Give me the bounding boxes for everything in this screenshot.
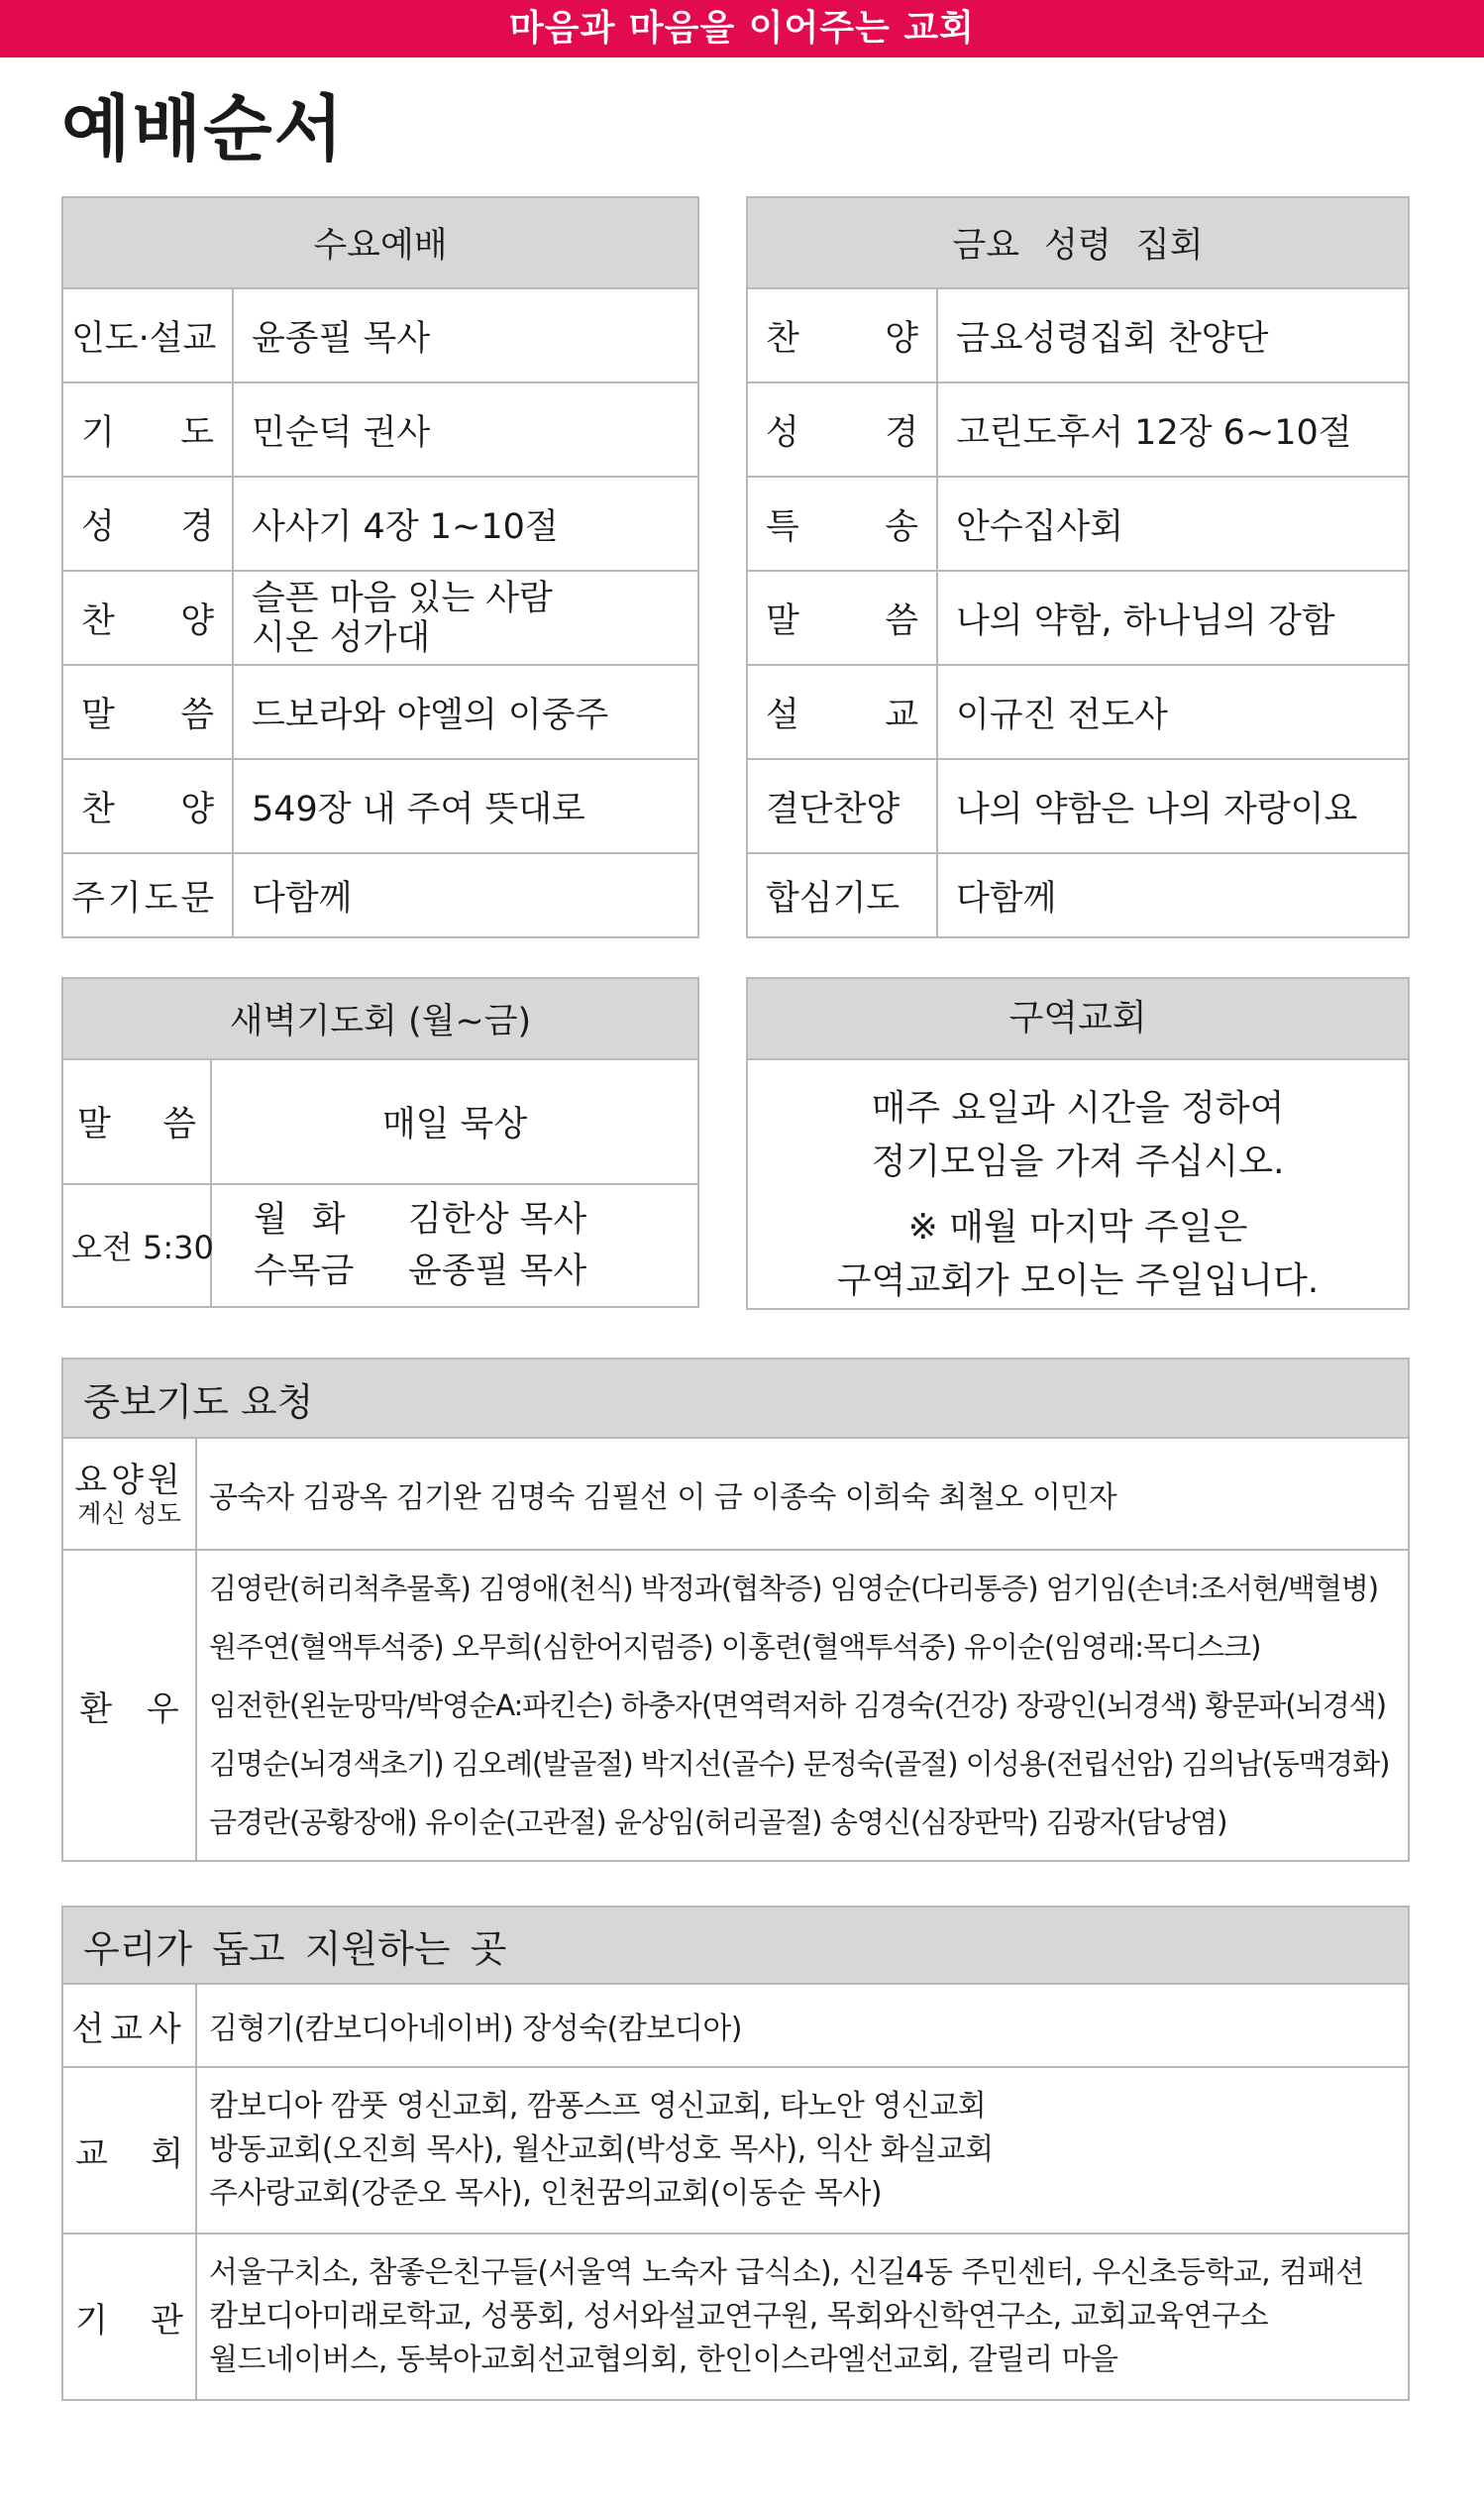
row-label: 찬 양: [747, 288, 937, 382]
row-label: 인도·설교: [62, 288, 233, 382]
organization-list: 서울구치소, 참좋은친구들(서울역 노숙자 급식소), 신길4동 주민센터, 우신초등학교, 컴패션 캄보디아미래로학교, 성풍회, 성서와설교연구원, 목회와신학연구소, 교회교육연구소 월드네이버스, 동북아교회선교협의회, 한인이스라엘선교회, 갈릴리 마을: [196, 2233, 1409, 2400]
row-value: 나의 약함은 나의 자랑이요: [937, 759, 1409, 853]
district-line: ※ 매월 마지막 주일은: [907, 1207, 1248, 1248]
row-value: 슬픈 마음 있는 사람 시온 성가대: [233, 571, 698, 665]
friday-row: [747, 382, 1409, 477]
friday-row: [747, 571, 1409, 665]
church-list: 캄보디아 깜풋 영신교회, 깜퐁스프 영신교회, 타노안 영신교회 방동교회(오진희 목사), 월산교회(박성호 목사), 익산 화실교회 주사랑교회(강준오 목사), 인천꿈의교회(이동순 목사): [196, 2067, 1409, 2233]
row-value: 윤종필 목사: [233, 288, 698, 382]
nursing-home-row: [62, 1438, 1409, 1550]
row-label: 성 경: [62, 477, 233, 571]
row-value: 월 화 김한상 목사 수목금 윤종필 목사: [211, 1184, 698, 1307]
row-label: 오전 5:30: [62, 1184, 211, 1307]
nursing-names: 공숙자 김광옥 김기완 김명숙 김필선 이 금 이종숙 이희숙 최철오 이민자: [196, 1438, 1409, 1550]
row-value: 다함께: [233, 853, 698, 937]
district-line: 구역교회가 모이는 주일입니다.: [836, 1260, 1320, 1301]
friday-row: [747, 853, 1409, 937]
row-value: 나의 약함, 하나님의 강함: [937, 571, 1409, 665]
row-value: 이규진 전도사: [937, 665, 1409, 759]
row-label: 찬 양: [62, 759, 233, 853]
row-value: 고린도후서 12장 6~10절: [937, 382, 1409, 477]
missionary-label: 선교사: [62, 1984, 196, 2067]
patients-label: 환 우: [62, 1550, 196, 1861]
row-label: 말 씀: [62, 665, 233, 759]
row-value: 드보라와 야엘의 이중주: [233, 665, 698, 759]
district-line: 매주 요일과 시간을 정하여: [871, 1088, 1285, 1129]
row-value: 매일 묵상: [211, 1059, 698, 1184]
prayer-title: 중보기도 요청: [62, 1359, 1409, 1438]
friday-row: [747, 665, 1409, 759]
dawn-row: [62, 1184, 698, 1307]
wednesday-row: [62, 382, 698, 477]
row-value: 549장 내 주여 뜻대로: [233, 759, 698, 853]
top-banner: 마음과 마음을 이어주는 교회: [0, 0, 1484, 57]
wednesday-row: [62, 477, 698, 571]
wednesday-row: [62, 759, 698, 853]
dawn-prayer-table: [61, 977, 699, 1308]
support-table: [61, 1906, 1410, 2401]
church-row: [62, 2067, 1409, 2233]
friday-service-table: [746, 196, 1410, 938]
wednesday-row: [62, 853, 698, 937]
page-title: 예배순서: [61, 87, 346, 170]
wednesday-row: [62, 665, 698, 759]
friday-row: [747, 477, 1409, 571]
church-label: 교 회: [62, 2067, 196, 2233]
dawn-row: [62, 1059, 698, 1184]
organization-label: 기 관: [62, 2233, 196, 2400]
organization-row: [62, 2233, 1409, 2400]
district-body: [748, 1060, 1408, 1308]
friday-row: [747, 288, 1409, 382]
dawn-title: 새벽기도회 (월~금): [62, 978, 698, 1059]
row-label: 말 씀: [747, 571, 937, 665]
row-label: 설 교: [747, 665, 937, 759]
patients-names: 김영란(허리척추물혹) 김영애(천식) 박정과(협착증) 임영순(다리통증) 엄기임(손녀:조서현/백혈병) 원주연(혈액투석중) 오무희(심한어지럼증) 이홍련(혈액투석중) 유이순(임영래:목디스크) 임전한(왼눈망막/박영순A:파킨슨) 하충자(면역력저하 김경숙(건강) 장광인(뇌경색) 황문파(뇌경색) 김명순(뇌경색초기) 김오례(발골절) 박지선(골수) 문정숙(골절) 이성용(전립선암) 김의남(동맥경화) 금경란(공황장애) 유이순(고관절) 윤상임(허리골절) 송영신(심장판막) 김광자(담낭염): [196, 1550, 1409, 1861]
patients-row: [62, 1550, 1409, 1861]
row-value: 민순덕 권사: [233, 382, 698, 477]
row-value: 사사기 4장 1~10절: [233, 477, 698, 571]
row-value: 금요성령집회 찬양단: [937, 288, 1409, 382]
district-line: 정기모임을 가져 주십시오.: [871, 1142, 1285, 1182]
wednesday-service-table: [61, 196, 699, 938]
wednesday-title: 수요예배: [62, 197, 698, 288]
friday-row: [747, 759, 1409, 853]
row-label: 말 씀: [62, 1059, 211, 1184]
wednesday-row: [62, 571, 698, 665]
row-label: 합심기도: [747, 853, 937, 937]
row-label: 찬 양: [62, 571, 233, 665]
row-value: 안수집사회: [937, 477, 1409, 571]
prayer-request-table: [61, 1358, 1410, 1862]
missionary-row: [62, 1984, 1409, 2067]
friday-title: 금요 성령 집회: [747, 197, 1409, 288]
support-title: 우리가 돕고 지원하는 곳: [62, 1906, 1409, 1984]
district-title: 구역교회: [748, 979, 1408, 1060]
nursing-label: 요양원 계신 성도: [62, 1438, 196, 1550]
row-label: 주기도문: [62, 853, 233, 937]
district-church-box: [746, 977, 1410, 1310]
row-label: 성 경: [747, 382, 937, 477]
row-value: 다함께: [937, 853, 1409, 937]
row-label: 기 도: [62, 382, 233, 477]
wednesday-row: [62, 288, 698, 382]
row-label: 특 송: [747, 477, 937, 571]
missionary-names: 김형기(캄보디아네이버) 장성숙(캄보디아): [196, 1984, 1409, 2067]
row-label: 결단찬양: [747, 759, 937, 853]
